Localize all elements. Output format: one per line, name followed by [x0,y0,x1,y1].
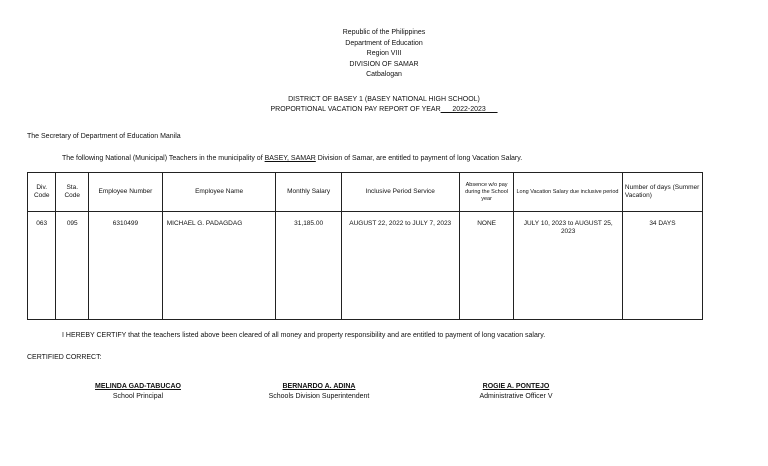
letterhead [0,28,768,81]
header-number-of-days: Number of days (Summer Vacation) [622,173,702,212]
header-employee-name: Employee Name [162,173,276,212]
certified-correct-label: CERTIFIED CORRECT: [27,354,102,361]
intro-part-2: Division of Samar, are entitled to payment of long Vacation Salary. [317,155,523,162]
signatory-superintendent [239,382,399,402]
report-heading [0,95,768,115]
signatory-name: MELINDA GAD-TABUCAO [95,383,181,390]
table-header-row [28,173,703,212]
header-line-department: Department of Education [345,39,423,47]
cell-number-of-days: 34 DAYS [622,212,702,320]
cell-div-code: 063 [28,212,56,320]
signatory-position: Administrative Officer V [479,393,553,400]
cell-absence: NONE [459,212,514,320]
header-monthly-salary: Monthly Salary [276,173,341,212]
signatory-admin-officer [436,382,596,402]
certification-statement: I HEREBY CERTIFY that the teachers listed above been cleared of all money and property responsibility and are entitled to payment of long vacation salary. [62,332,546,339]
signatory-position: Schools Division Superintendent [268,393,370,400]
header-div-code: Div. Code [28,173,56,212]
header-line-republic: Republic of the Philippines [342,29,426,36]
cell-monthly-salary: 31,185.00 [276,212,341,320]
report-title-text: PROPORTIONAL VACATION PAY REPORT OF YEAR [270,106,441,113]
intro-part-1: The following National (Municipal) Teachers in the municipality of [62,155,263,162]
signatory-name: ROGIE A. PONTEJO [482,383,550,390]
cell-long-vacation: JULY 10, 2023 to AUGUST 25, 2023 [514,212,622,320]
header-sta-code: Sta. Code [56,173,89,212]
header-long-vacation: Long Vacation Salary due inclusive period [514,173,622,212]
header-line-division: DIVISION OF SAMAR [349,60,419,68]
report-title [0,105,768,115]
signatory-position: School Principal [112,393,164,400]
addressee: The Secretary of Department of Education Manila [27,133,181,140]
cell-inclusive-period: AUGUST 22, 2022 to JULY 7, 2023 [341,212,459,320]
district-line: DISTRICT OF BASEY 1 (BASEY NATIONAL HIGH SCHOOL) [288,96,480,103]
cell-employee-number: 6310499 [89,212,163,320]
cell-employee-name: MICHAEL G. PADAGDAG [162,212,276,320]
cell-sta-code: 095 [56,212,89,320]
intro-municipality: BASEY, SAMAR [264,155,316,162]
signatory-principal [58,382,218,402]
header-employee-number: Employee Number [89,173,163,212]
report-year: ___2022-2023___ [440,106,498,113]
vacation-pay-table [27,172,703,320]
header-inclusive-period: Inclusive Period Service [341,173,459,212]
table-row [28,212,703,320]
intro-paragraph [62,155,522,162]
signatory-name: BERNARDO A. ADINA [282,383,356,390]
header-line-city: Catbalogan [366,71,402,78]
header-absence: Absence w/o pay during the School year [459,173,514,212]
header-line-region: Region VIII [366,50,402,57]
